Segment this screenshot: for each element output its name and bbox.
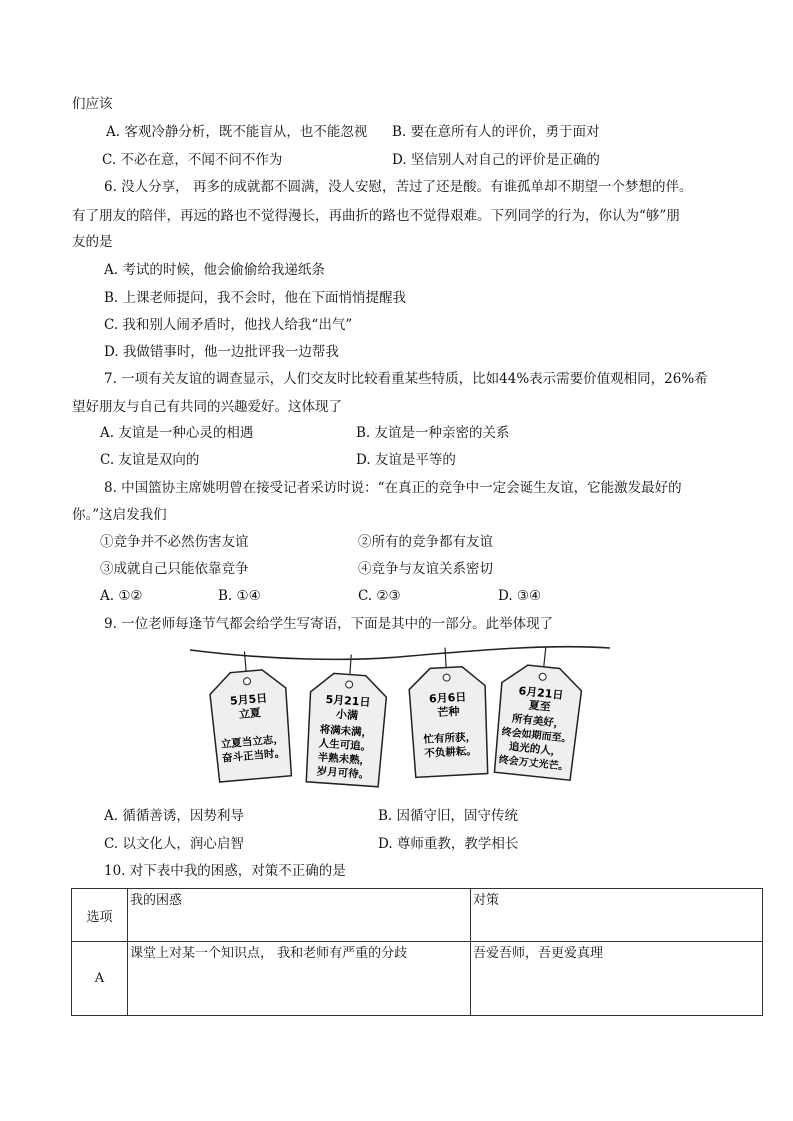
q5-option-a[interactable]: A. 客观冷静分析，既不能盲从，也不能忽视 (106, 124, 368, 140)
table-header-row (72, 889, 763, 942)
tag-xiaoman-line3: 半熟未熟， (317, 751, 371, 768)
header-option: 选项 (72, 889, 128, 942)
tag-mangzhong-date: 6月6日 (428, 690, 467, 706)
row-confusion: 课堂上对某一个知识点， 我和老师有严重的分歧 (128, 942, 471, 1016)
tag-xiaoman-line4: 岁月可待。 (316, 765, 370, 782)
q8-option-b[interactable]: B. ①④ (218, 588, 261, 604)
tag-xiazhi-line4: 终会万丈光芒。 (498, 754, 569, 773)
q6-stem-line1: 6. 没人分享， 再多的成就都不圆满，没人安慰，苦过了还是酸。有谁孤单却不期望一个梦想的伴。 (104, 179, 693, 195)
q10-table (71, 888, 763, 1016)
tag-xiaoman-date: 5月21日 (325, 692, 371, 710)
q8-option-d[interactable]: D. ③④ (498, 588, 542, 604)
hanging-string (190, 647, 610, 660)
tag-mangzhong-line2: 不负耕耘。 (424, 745, 478, 760)
q5-option-b[interactable]: B. 要在意所有人的评价，勇于面对 (392, 124, 600, 140)
q9-option-d[interactable]: D. 尊师重教，教学相长 (378, 836, 519, 852)
q8-stem-line2: 你。”这启发我们 (72, 507, 167, 523)
q8-statement-3: ③成就自己只能依靠竞争 (100, 561, 249, 577)
tag-mangzhong (407, 646, 490, 778)
q8-statement-1: ①竞争并不必然伤害友谊 (100, 534, 249, 550)
q8-statement-2: ②所有的竞争都有友谊 (358, 534, 493, 550)
q5-option-d[interactable]: D. 坚信别人对自己的评价是正确的 (392, 152, 600, 168)
q5-option-c[interactable]: C. 不必在意，不闻不问不作为 (102, 152, 283, 168)
q8-statement-4: ④竞争与友谊关系密切 (358, 561, 493, 577)
table-row (72, 942, 763, 1016)
tag-mangzhong-line1: 忙有所获， (423, 731, 477, 746)
q8-option-c[interactable]: C. ②③ (358, 588, 401, 604)
tag-lixia-line2: 奋斗正当时。 (221, 747, 286, 765)
tag-xiazhi-line3: 追光的人， (508, 740, 562, 759)
tag-lixia-line1: 立夏当立志， (220, 733, 285, 751)
tag-xiaoman-line2: 人生可追。 (318, 737, 372, 754)
tag-xiazhi-line1: 所有美好， (511, 712, 565, 731)
row-option: A (72, 942, 128, 1016)
q6-option-c[interactable]: C. 我和别人闹矛盾时，他找人给我“出气” (104, 317, 353, 333)
tag-xiaoman-line1: 将满未满， (319, 723, 373, 740)
solar-term-tags-illustration (180, 642, 620, 792)
q6-option-b[interactable]: B. 上课老师提问，我不会时，他在下面悄悄提醒我 (104, 290, 407, 306)
tag-lixia-term: 立夏 (238, 706, 262, 722)
q10-stem-line1: 10. 对下表中我的困惑，对策不正确的是 (104, 863, 346, 879)
tag-xiazhi-line2: 终会如期而至。 (501, 726, 572, 746)
tag-lixia (207, 648, 294, 782)
tag-xiaoman-term: 小满 (335, 707, 359, 723)
tag-mangzhong-term: 芒种 (437, 704, 460, 720)
q7-option-a[interactable]: A. 友谊是一种心灵的相遇 (100, 425, 254, 441)
tag-lixia-date: 5月5日 (229, 691, 268, 708)
q6-option-a[interactable]: A. 考试的时候，他会偷偷给我递纸条 (104, 262, 325, 278)
row-strategy: 吾爱吾师，吾更爱真理 (471, 942, 763, 1016)
tag-xiazhi-date: 6月21日 (517, 684, 565, 702)
q7-option-b[interactable]: B. 友谊是一种亲密的关系 (356, 425, 510, 441)
q9-option-c[interactable]: C. 以文化人，润心启智 (104, 836, 244, 852)
q9-option-b[interactable]: B. 因循守旧，固守传统 (378, 808, 519, 824)
q7-option-d[interactable]: D. 友谊是平等的 (356, 452, 456, 468)
q7-stem-line1: 7. 一项有关友谊的调查显示，人们交友时比较看重某些特质，比如44%表示需要价值观相同，26%希 (104, 371, 708, 387)
q8-stem-line1: 8. 中国篮协主席姚明曾在接受记者采访时说：“在真正的竞争中一定会诞生友谊，它能激发最好的 (104, 480, 682, 496)
q6-option-d[interactable]: D. 我做错事时，他一边批评我一边帮我 (104, 344, 339, 360)
q5-text-tail: 们应该 (72, 96, 113, 112)
header-strategy: 对策 (471, 889, 763, 942)
q9-stem-line1: 9. 一位老师每逢节气都会给学生写寄语，下面是其中的一部分。此举体现了 (104, 616, 554, 632)
header-confusion: 我的困惑 (128, 889, 471, 942)
q8-option-a[interactable]: A. ①② (100, 588, 143, 604)
q6-stem-line2: 有了朋友的陪伴，再远的路也不觉得漫长，再曲折的路也不觉得艰难。下列同学的行为，你认为“够”朋 (72, 208, 680, 224)
tag-xiazhi (492, 643, 585, 781)
q6-stem-line3: 友的是 (72, 234, 113, 250)
q7-option-c[interactable]: C. 友谊是双向的 (100, 452, 200, 468)
q9-option-a[interactable]: A. 循循善诱，因势利导 (104, 808, 244, 824)
tag-xiazhi-term: 夏至 (527, 698, 552, 714)
q7-stem-line2: 望好朋友与自己有共同的兴趣爱好。这体现了 (72, 399, 342, 415)
tag-xiaoman (304, 652, 389, 787)
